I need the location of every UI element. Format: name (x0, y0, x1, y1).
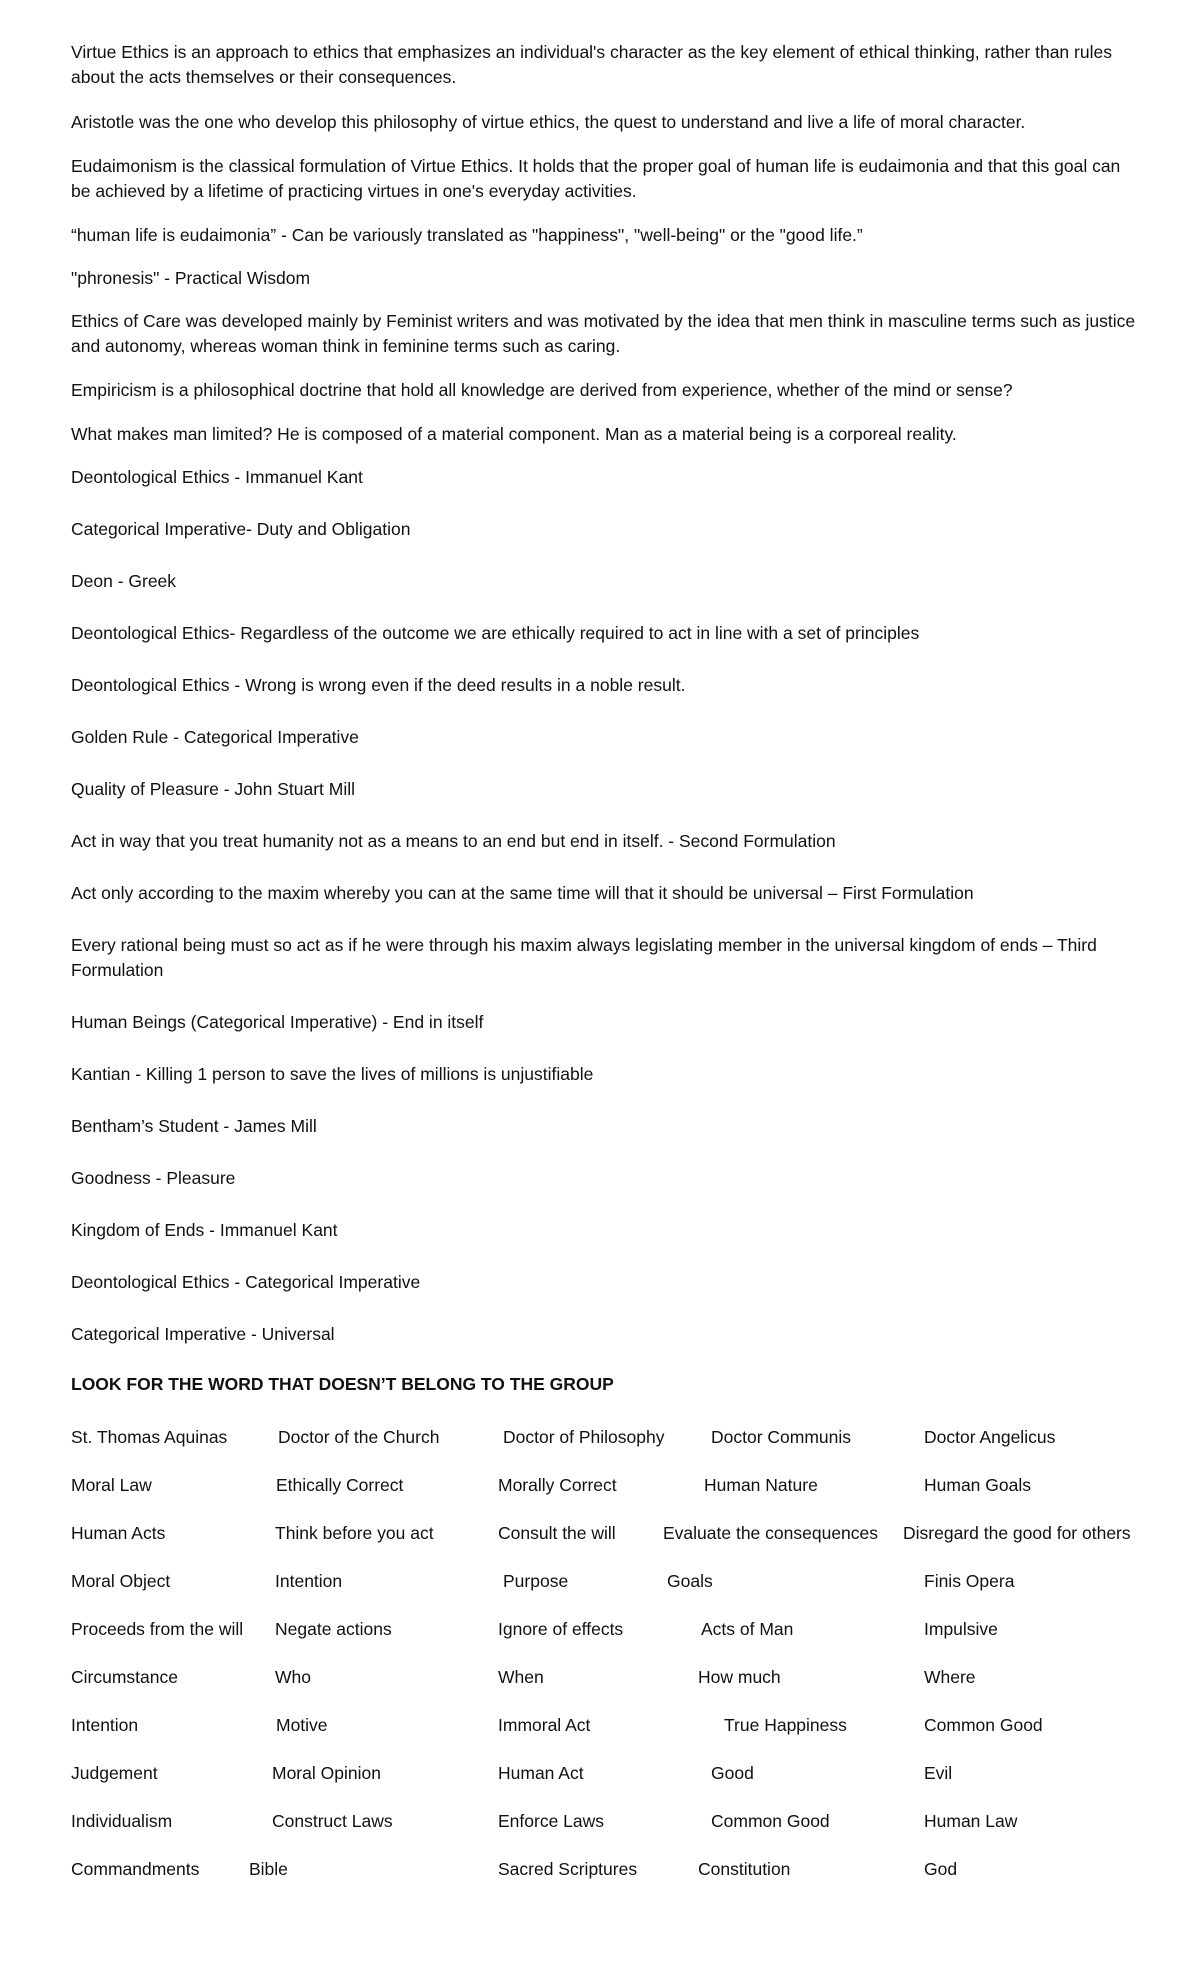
word-cell: Goals (667, 1571, 713, 1591)
word-group-row (0, 1856, 1200, 1882)
word-cell: Disregard the good for others (903, 1523, 1131, 1543)
word-cell: God (924, 1859, 958, 1879)
paragraph-eudaimonism: Eudaimonism is the classical formulation of Virtue Ethics. It holds that the proper goal of human life is eudaimonia and that this goal can be achieved by a lifetime of practicing virtues in one's everyday activities. (71, 156, 1121, 201)
word-cell: Doctor Communis (711, 1427, 852, 1447)
word-cell: Where (924, 1667, 976, 1687)
word-cell: St. Thomas Aquinas (71, 1427, 228, 1447)
paragraph-second-formulation: Act in way that you treat humanity not as a means to an end but end in itself. - Second Formulation (71, 831, 836, 851)
paragraph-ethics-of-care: Ethics of Care was developed mainly by Feminist writers and was motivated by the idea that men think in masculine terms such as justice and autonomy, whereas woman think in feminine terms such as caring. (71, 311, 1136, 356)
paragraph-deon-greek: Deon - Greek (71, 571, 177, 591)
paragraph-deontological-kant: Deontological Ethics - Immanuel Kant (71, 467, 363, 487)
word-cell: Human Goals (924, 1475, 1031, 1495)
word-cell: Ethically Correct (276, 1475, 404, 1495)
word-group-row (0, 1664, 1200, 1690)
word-cell: Human Act (498, 1763, 584, 1783)
word-cell: Human Law (924, 1811, 1018, 1831)
paragraph-deontological-categorical: Deontological Ethics - Categorical Imperative (71, 1272, 421, 1292)
paragraph-third-formulation: Every rational being must so act as if he were through his maxim always legislating member in the universal kingdom of ends – Third Formulation (71, 935, 1097, 980)
word-cell: Think before you act (275, 1523, 434, 1543)
word-group-row (0, 1424, 1200, 1450)
word-group-row (0, 1616, 1200, 1642)
word-cell: Human Nature (704, 1475, 818, 1495)
paragraph-phronesis: "phronesis" - Practical Wisdom (71, 268, 311, 288)
word-group-row (0, 1760, 1200, 1786)
word-cell: Human Acts (71, 1523, 166, 1543)
word-cell: Morally Correct (498, 1475, 617, 1495)
word-cell: Good (711, 1763, 754, 1783)
paragraph-goodness: Goodness - Pleasure (71, 1168, 236, 1188)
paragraph-empiricism: Empiricism is a philosophical doctrine that hold all knowledge are derived from experience, whether of the mind or sense? (71, 380, 1013, 400)
word-cell: Purpose (503, 1571, 569, 1591)
paragraph-quality-of-pleasure: Quality of Pleasure - John Stuart Mill (71, 779, 356, 799)
word-cell: Motive (276, 1715, 328, 1735)
word-cell: Negate actions (275, 1619, 392, 1639)
paragraph-eudaimonia-definition: “human life is eudaimonia” - Can be variously translated as "happiness", "well-being" or the "good life.” (71, 225, 863, 245)
paragraph-man-limited: What makes man limited? He is composed of a material component. Man as a material being is a corporeal reality. (71, 424, 957, 444)
word-cell: How much (698, 1667, 781, 1687)
section-heading: LOOK FOR THE WORD THAT DOESN’T BELONG TO THE GROUP (71, 1374, 614, 1394)
word-group-row (0, 1472, 1200, 1498)
word-cell: When (498, 1667, 544, 1687)
word-cell: Doctor Angelicus (924, 1427, 1056, 1447)
word-cell: Consult the will (498, 1523, 616, 1543)
paragraph-virtue-ethics: Virtue Ethics is an approach to ethics that emphasizes an individual's character as the key element of ethical thinking, rather than rules about the acts themselves or their consequences. (71, 42, 1112, 87)
word-cell: Bible (249, 1859, 288, 1879)
paragraph-deontological-principles: Deontological Ethics- Regardless of the outcome we are ethically required to act in line with a set of principles (71, 623, 920, 643)
word-cell: Constitution (698, 1859, 791, 1879)
word-cell: Enforce Laws (498, 1811, 605, 1831)
paragraph-aristotle: Aristotle was the one who develop this philosophy of virtue ethics, the quest to understand and live a life of moral character. (71, 112, 1026, 132)
word-cell: Judgement (71, 1763, 158, 1783)
paragraph-human-beings: Human Beings (Categorical Imperative) - End in itself (71, 1012, 484, 1032)
word-cell: Finis Opera (924, 1571, 1015, 1591)
word-cell: Evil (924, 1763, 953, 1783)
word-cell: Individualism (71, 1811, 173, 1831)
word-cell: Circumstance (71, 1667, 178, 1687)
word-group-row (0, 1520, 1200, 1546)
word-cell: Construct Laws (272, 1811, 393, 1831)
word-cell: Sacred Scriptures (498, 1859, 638, 1879)
paragraph-categorical-universal: Categorical Imperative - Universal (71, 1324, 335, 1344)
word-cell: Doctor of Philosophy (503, 1427, 665, 1447)
word-cell: Acts of Man (701, 1619, 794, 1639)
paragraph-categorical-duty: Categorical Imperative- Duty and Obligation (71, 519, 411, 539)
word-cell: Immoral Act (498, 1715, 591, 1735)
word-cell: Impulsive (924, 1619, 998, 1639)
word-cell: Intention (275, 1571, 343, 1591)
paragraph-deontological-wrong: Deontological Ethics - Wrong is wrong even if the deed results in a noble result. (71, 675, 686, 695)
paragraph-kantian: Kantian - Killing 1 person to save the lives of millions is unjustifiable (71, 1064, 594, 1084)
paragraph-kingdom-of-ends: Kingdom of Ends - Immanuel Kant (71, 1220, 338, 1240)
word-cell: True Happiness (724, 1715, 847, 1735)
word-group-row (0, 1808, 1200, 1834)
word-cell: Doctor of the Church (278, 1427, 440, 1447)
word-cell: Who (275, 1667, 311, 1687)
paragraph-first-formulation: Act only according to the maxim whereby you can at the same time will that it should be universal – First Formulation (71, 883, 974, 903)
word-cell: Commandments (71, 1859, 200, 1879)
word-cell: Moral Object (71, 1571, 171, 1591)
word-cell: Intention (71, 1715, 139, 1735)
word-cell: Moral Opinion (272, 1763, 381, 1783)
word-group-row (0, 1712, 1200, 1738)
word-cell: Evaluate the consequences (663, 1523, 879, 1543)
word-group-row (0, 1568, 1200, 1594)
word-cell: Moral Law (71, 1475, 152, 1495)
paragraph-benthams-student: Bentham’s Student - James Mill (71, 1116, 317, 1136)
word-cell: Proceeds from the will (71, 1619, 244, 1639)
word-cell: Common Good (924, 1715, 1043, 1735)
paragraph-golden-rule: Golden Rule - Categorical Imperative (71, 727, 359, 747)
word-cell: Common Good (711, 1811, 830, 1831)
word-cell: Ignore of effects (498, 1619, 624, 1639)
